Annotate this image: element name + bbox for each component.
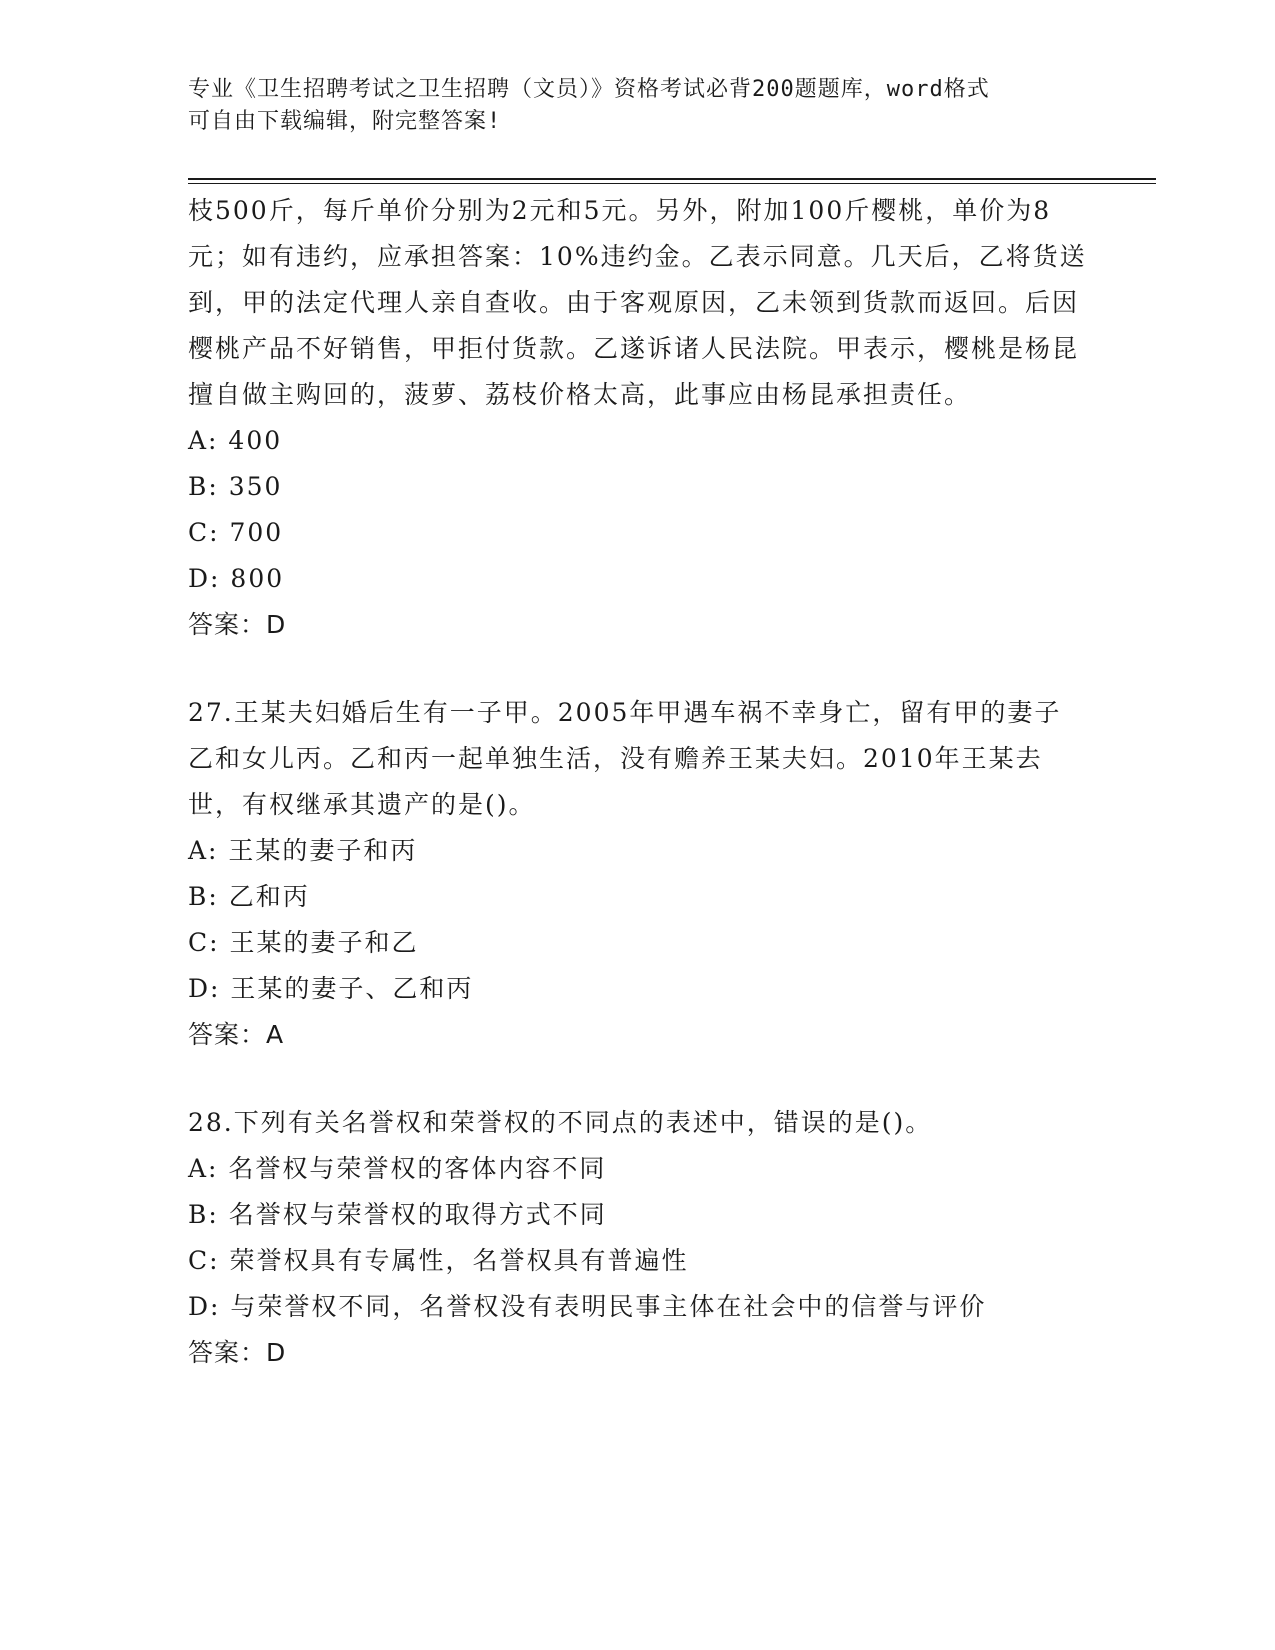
- page-header: [188, 74, 1088, 138]
- option-c: C: 王某的妻子和乙: [188, 928, 419, 957]
- option-c: C: 700: [188, 518, 284, 547]
- option-b: B: 乙和丙: [188, 882, 310, 911]
- header-title-line-1: 专业《卫生招聘考试之卫生招聘（文员）》资格考试必背200题题库，word格式: [188, 77, 990, 102]
- option-a: A: 400: [188, 426, 283, 455]
- question-text: 28.下列有关名誉权和荣誉权的不同点的表述中，错误的是()。: [188, 1108, 933, 1137]
- header-title-line-2: 可自由下载编辑，附完整答案!: [188, 109, 502, 134]
- answer-label: 答案：D: [188, 1338, 287, 1367]
- document-body: [188, 188, 1088, 1376]
- answer-label: 答案：D: [188, 610, 287, 639]
- header-divider: [188, 178, 1156, 180]
- answer-label: 答案：A: [188, 1020, 285, 1049]
- option-d: D: 800: [188, 564, 285, 593]
- question-28: [188, 1100, 1088, 1376]
- question-27: [188, 690, 1088, 1058]
- option-a: A: 名誉权与荣誉权的客体内容不同: [188, 1154, 607, 1183]
- question-26: [188, 188, 1088, 648]
- question-spacer: [188, 1058, 1088, 1100]
- option-b: B: 350: [188, 472, 283, 501]
- option-b: B: 名誉权与荣誉权的取得方式不同: [188, 1200, 607, 1229]
- question-text: 枝500斤，每斤单价分别为2元和5元。另外，附加100斤樱桃，单价为8元；如有违约，应承担答案：10%违约金。乙表示同意。几天后，乙将货送到，甲的法定代理人亲自查收。由于客观原因，乙未领到货款而返回。后因樱桃产品不好销售，甲拒付货款。乙遂诉诸人民法院。甲表示，樱桃是杨昆擅自做主购回的，菠萝、荔枝价格太高，此事应由杨昆承担责任。: [188, 196, 1087, 409]
- option-d: D: 王某的妻子、乙和丙: [188, 974, 474, 1003]
- option-c: C: 荣誉权具有专属性，名誉权具有普遍性: [188, 1246, 689, 1275]
- question-spacer: [188, 648, 1088, 690]
- option-a: A: 王某的妻子和丙: [188, 836, 418, 865]
- option-d: D: 与荣誉权不同，名誉权没有表明民事主体在社会中的信誉与评价: [188, 1292, 987, 1321]
- question-text: 27.王某夫妇婚后生有一子甲。2005年甲遇车祸不幸身亡，留有甲的妻子乙和女儿丙。乙和丙一起单独生活，没有赡养王某夫妇。2010年王某去世，有权继承其遗产的是()。: [188, 698, 1062, 819]
- header-divider-thin: [188, 183, 1156, 184]
